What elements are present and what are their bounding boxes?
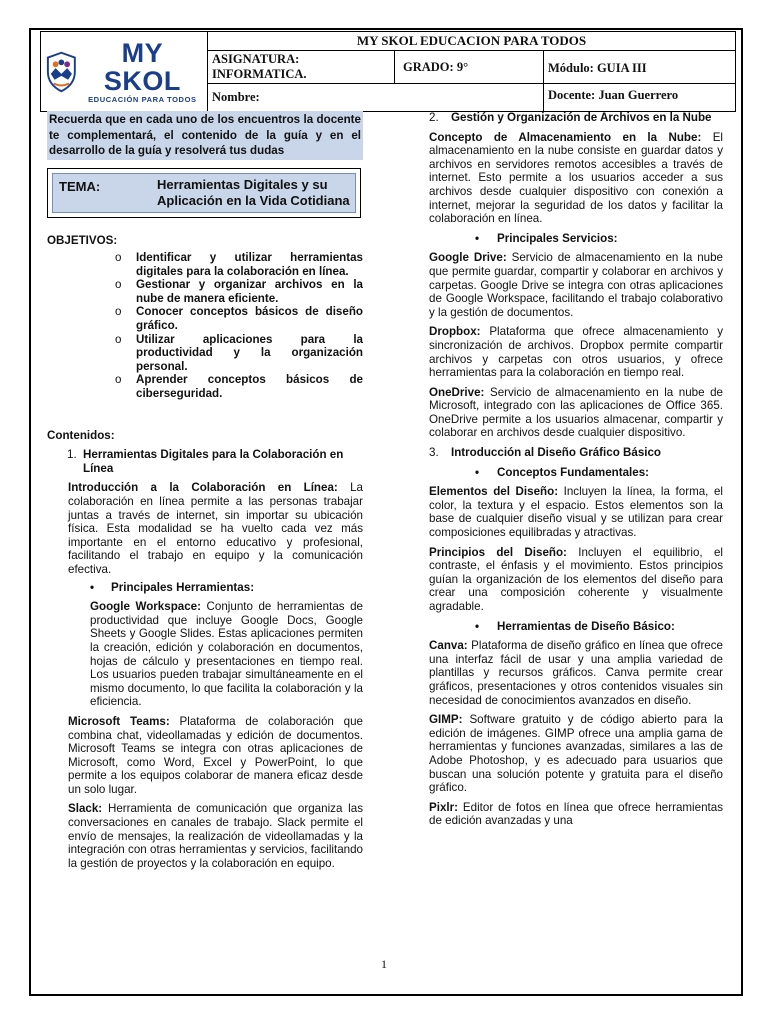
nombre-field[interactable]: Nombre: [208, 84, 544, 112]
onedrive-paragraph: OneDrive: Servicio de almacenamiento en la nube de Microsoft, integrado con las aplicaciones de Office 365. OneDrive permite a los usuarios almacenar, compartir y colaborar en archivos desde cualquier dispositivo. [429, 385, 723, 440]
elementos-paragraph: Elementos del Diseño: Incluyen la línea, la forma, el color, la textura y el espacio. Estos elementos son la base de cualquier diseño visual y se utilizan para crear composiciones equilibradas y atractivas. [429, 485, 723, 540]
gimp-paragraph: GIMP: Software gratuito y de código abierto para la edición de imágenes. GIMP ofrece una amplia gama de herramientas y funciones avanzadas, similares a las de Adobe Photoshop, y es adecuado para usuarios que buscan una solución potente y gratuita para el diseño gráfico. [429, 713, 723, 795]
google-drive-paragraph: Google Drive: Servicio de almacenamiento en la nube que permite guardar, compartir y colaborar en archivos y carpetas. Google Drive se integra con otras aplicaciones de Google Workspace, facilitando el trabajo colaborativo y la gestión de documentos. [429, 251, 723, 319]
asignatura-value: INFORMATICA. [212, 67, 307, 81]
tema-title: Herramientas Digitales y su Aplicación en la Vida Cotidiana [157, 176, 350, 208]
list-item: o Conocer conceptos básicos de diseño gráfico. [136, 305, 363, 332]
shield-logo-icon [45, 50, 78, 94]
principales-herramientas: • Principales Herramientas: [47, 581, 363, 595]
contenidos-heading: Contenidos: [47, 428, 115, 442]
list-item: o Utilizar aplicaciones para la productividad y la organización personal. [136, 333, 363, 374]
asignatura-label: ASIGNATURA: [212, 52, 300, 66]
list-item: o Aprender conceptos básicos de ciberseguridad. [136, 373, 363, 400]
section-title: Introducción al Diseño Gráfico Básico [451, 446, 662, 460]
section-number: 1. [67, 448, 77, 462]
page-number: 1 [381, 957, 387, 971]
school-name: MY SKOL EDUCACION PARA TODOS [208, 32, 736, 51]
slack-paragraph: Slack: Herramienta de comunicación que organiza las conversaciones en canales de trabajo. Slack permite el envío de mensajes, la realización de videollamadas y la integración con otras herramientas y servicios, facilitando la gestión de proyectos y la colaboración en equipo. [68, 802, 363, 870]
list-item: o Identificar y utilizar herramientas digitales para la colaboración en línea. [136, 251, 363, 278]
conceptos-fundamentales: • Conceptos Fundamentales: [429, 466, 723, 480]
intro-paragraph: Introducción a la Colaboración en Línea: La colaboración en línea permite a las personas trabajar juntas a través de internet, sin importar su ubicación física. Esta modalidad se ha vuelto cada vez más importante en el entorno educativo y profesional, facilitando el trabajo en equipo y la comunicación efectiva. [68, 481, 363, 576]
principales-servicios: • Principales Servicios: [429, 232, 723, 246]
herramientas-diseno: • Herramientas de Diseño Básico: [429, 620, 723, 634]
canva-paragraph: Canva: Plataforma de diseño gráfico en línea que ofrece una interfaz fácil de usar y una amplia variedad de plantillas y recursos gráficos. Canva permite crear gráficos, presentaciones y otros contenidos visuales sin necesidad de conocimientos avanzados en diseño. [429, 639, 723, 707]
section-2-heading [429, 111, 723, 125]
header-table [40, 31, 736, 112]
principios-paragraph: Principios del Diseño: Incluyen el equilibrio, el contraste, el énfasis y el movimiento. Estos principios guían la organización de los elementos del diseño para crear una composición coherente y visualmente agradable. [429, 545, 723, 613]
dropbox-paragraph: Dropbox: Plataforma que ofrece almacenamiento y sincronización de archivos. Dropbox permite compartir archivos y carpetas con otros usuarios, y ofrece herramientas para la colaboración en tiempo real. [429, 325, 723, 380]
tema-label: TEMA: [59, 178, 101, 194]
objetivos-list [47, 251, 363, 401]
pixlr-paragraph: Pixlr: Editor de fotos en línea que ofrece herramientas de edición avanzadas y una [429, 800, 723, 828]
grado: GRADO: 9° [395, 51, 544, 84]
left-column [47, 111, 363, 870]
docente: Docente: Juan Guerrero [544, 84, 736, 112]
list-item: o Gestionar y organizar archivos en la nube de manera eficiente. [136, 278, 363, 305]
microsoft-teams-paragraph: Microsoft Teams: Plataforma de colaboración que combina chat, videollamadas y edición de documentos. Microsoft Teams se integra con otras aplicaciones de Microsoft, como Word, Excel y PowerPoint, lo que permite a los equipos colaborar de manera eficaz desde un solo lugar. [68, 714, 363, 796]
modulo: Módulo: GUIA III [544, 51, 736, 84]
google-workspace-paragraph: Google Workspace: Conjunto de herramientas de productividad que incluye Google Docs, Google Sheets y Google Slides. Estas aplicaciones permiten la creación, edición y colaboración en documentos, hojas de cálculo y presentaciones en tiempo real. Los usuarios pueden trabajar simultáneamente en el mismo documento, lo que facilita la colaboración y la eficiencia. [90, 600, 363, 709]
section-3-heading [429, 446, 723, 460]
section-title: Herramientas Digitales para la Colaboración en Línea [83, 448, 344, 475]
right-column [429, 111, 723, 828]
section-number: 3. [429, 446, 439, 460]
logo-wordmark: MY SKOL [103, 38, 181, 96]
section-title: Gestión y Organización de Archivos en la Nube [451, 111, 712, 124]
section-number: 2. [429, 111, 439, 124]
logo [41, 32, 208, 112]
objetivos-heading: OBJETIVOS: [47, 233, 118, 247]
notice-box: Recuerda que en cada uno de los encuentros la docente te complementará, el contenido de la guía y en el desarrollo de la guía y resolverá tus dudas [47, 111, 363, 160]
asignatura-cell [208, 51, 395, 84]
tema-box [47, 168, 361, 218]
nube-paragraph: Concepto de Almacenamiento en la Nube: El almacenamiento en la nube consiste en guardar datos y archivos en servidores remotos accesibles a través de internet. Esto permite a los usuarios acceder a sus archivos desde cualquier dispositivo con conexión a internet, mejorar la seguridad de los datos y facilitar la colaboración en línea. [429, 130, 724, 226]
logo-tagline: EDUCACIÓN PARA TODOS [88, 95, 197, 104]
section-1-heading [47, 448, 363, 475]
